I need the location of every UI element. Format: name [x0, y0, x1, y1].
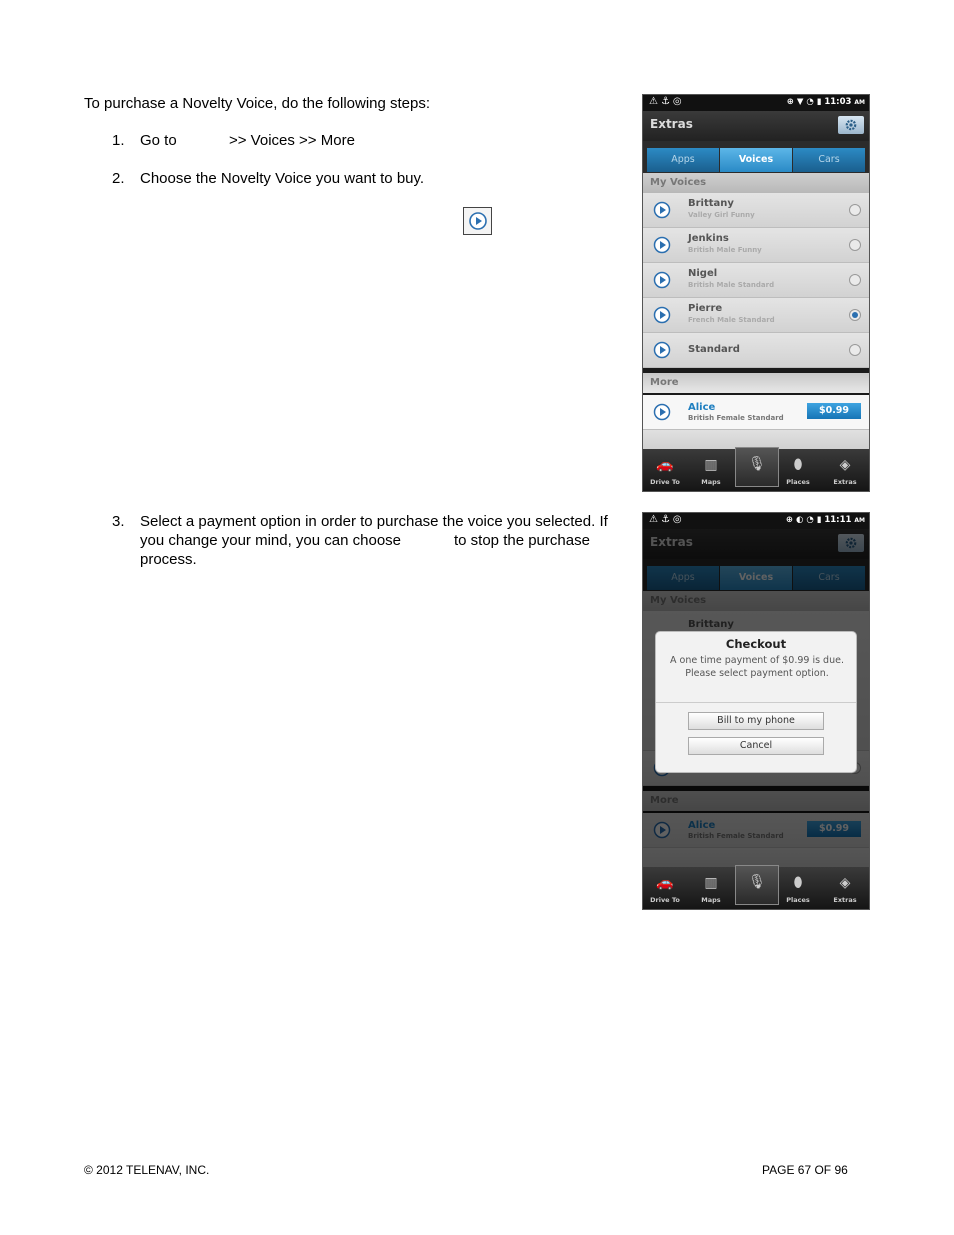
bottom-nav: [643, 867, 869, 909]
cube-icon: ◈: [839, 875, 851, 891]
voice-name: Pierre: [688, 303, 723, 314]
cube-icon: ◈: [839, 457, 851, 473]
checkout-dialog: [655, 631, 857, 773]
bill-to-phone-button[interactable]: Bill to my phone: [688, 712, 824, 730]
nav-maps[interactable]: ▥ Maps: [689, 867, 733, 909]
voice-desc: British Female Standard: [688, 414, 784, 422]
more-header: More: [643, 373, 869, 393]
nav-places[interactable]: ⬮ Places: [776, 449, 820, 491]
step-3-number: 3.: [112, 513, 125, 530]
nav-voice[interactable]: [735, 447, 779, 487]
voice-radio[interactable]: [849, 239, 861, 251]
voice-desc: Valley Girl Funny: [688, 211, 755, 219]
title-bar: [643, 111, 869, 141]
nav-drive-to[interactable]: 🚗 Drive To: [643, 449, 687, 491]
play-icon[interactable]: [653, 341, 671, 359]
nav-maps[interactable]: ▥ Maps: [689, 449, 733, 491]
nav-places[interactable]: ⬮ Places: [776, 867, 820, 909]
my-voices-header: My Voices: [643, 173, 869, 193]
tab-voices[interactable]: Voices: [720, 148, 792, 172]
cancel-button[interactable]: Cancel: [688, 737, 824, 755]
voice-radio[interactable]: [849, 344, 861, 356]
play-icon: [468, 211, 488, 231]
footer-copyright: © 2012 TELENAV, INC.: [84, 1163, 210, 1177]
voice-radio[interactable]: [849, 204, 861, 216]
notification-icons: ⚠⚓◎: [649, 96, 685, 107]
voice-row[interactable]: [643, 263, 869, 298]
status-time: ⊕ ▼ ◔ ▮ 11:03 AM: [786, 97, 865, 107]
voice-row[interactable]: [643, 298, 869, 333]
step-1-number: 1.: [112, 132, 125, 149]
step-3-line2b: to stop the purchase: [454, 532, 590, 549]
dialog-message: A one time payment of $0.99 is due. Please select payment option.: [670, 655, 844, 679]
step-3-line1: Select a payment option in order to purchase the voice you selected. If: [140, 513, 608, 530]
notification-icons: ⚠⚓◎: [649, 514, 685, 525]
voice-name: Standard: [688, 344, 740, 355]
voice-name: Brittany: [688, 198, 734, 209]
intro-text: To purchase a Novelty Voice, do the following steps:: [84, 95, 431, 112]
settings-button[interactable]: [838, 116, 864, 134]
voice-radio-selected[interactable]: [849, 309, 861, 321]
status-time: ⊕ ◐ ◔ ▮ 11:11 AM: [785, 515, 865, 525]
screen-title: Extras: [650, 117, 693, 131]
play-icon-inline: [463, 207, 492, 235]
tab-cars[interactable]: Cars: [793, 148, 865, 172]
step-3-line2a: you change your mind, you can choose: [140, 532, 401, 549]
map-icon: ▥: [704, 875, 718, 891]
voice-row[interactable]: [643, 228, 869, 263]
voice-radio[interactable]: [849, 274, 861, 286]
more-voice-row[interactable]: [643, 395, 869, 430]
voice-name: Alice: [688, 402, 716, 413]
nav-drive-to[interactable]: 🚗 Drive To: [643, 867, 687, 909]
pin-icon: ⬮: [793, 457, 803, 473]
status-bar: [643, 513, 869, 529]
step-2-text: Choose the Novelty Voice you want to buy.: [140, 170, 425, 187]
map-icon: ▥: [704, 457, 718, 473]
car-icon: 🚗: [656, 457, 674, 473]
play-icon[interactable]: [653, 201, 671, 219]
step-3-line3: process.: [140, 551, 197, 568]
tab-bar: [643, 141, 869, 173]
nav-extras[interactable]: ◈ Extras: [823, 867, 867, 909]
voice-desc: British Male Standard: [688, 281, 775, 289]
play-icon[interactable]: [653, 271, 671, 289]
microphone-icon: 🎙: [748, 874, 766, 890]
nav-voice[interactable]: [735, 865, 779, 905]
voice-row[interactable]: [643, 193, 869, 228]
footer-page-number: PAGE 67 OF 96: [762, 1163, 848, 1177]
pin-icon: ⬮: [793, 875, 803, 891]
play-icon[interactable]: [653, 306, 671, 324]
tab-apps[interactable]: Apps: [647, 148, 719, 172]
voice-name: Jenkins: [688, 233, 729, 244]
step-1-pre: Go to: [140, 132, 177, 149]
phone-screenshot-checkout: [642, 512, 870, 910]
voice-name: Nigel: [688, 268, 718, 279]
gear-icon: [845, 119, 857, 131]
step-1-post: >> Voices >> More: [229, 132, 355, 149]
voice-desc: French Male Standard: [688, 316, 775, 324]
play-icon[interactable]: [653, 403, 671, 421]
dialog-divider: [656, 702, 856, 703]
step-2-number: 2.: [112, 170, 125, 187]
car-icon: 🚗: [656, 875, 674, 891]
voice-row[interactable]: [643, 333, 869, 368]
status-bar: [643, 95, 869, 111]
phone-screenshot-voices: [642, 94, 870, 492]
price-button[interactable]: $0.99: [807, 403, 861, 419]
bottom-nav: [643, 449, 869, 491]
nav-extras[interactable]: ◈ Extras: [823, 449, 867, 491]
dialog-title: Checkout: [725, 637, 787, 651]
voice-desc: British Male Funny: [688, 246, 762, 254]
microphone-icon: 🎙: [748, 456, 766, 472]
play-icon[interactable]: [653, 236, 671, 254]
